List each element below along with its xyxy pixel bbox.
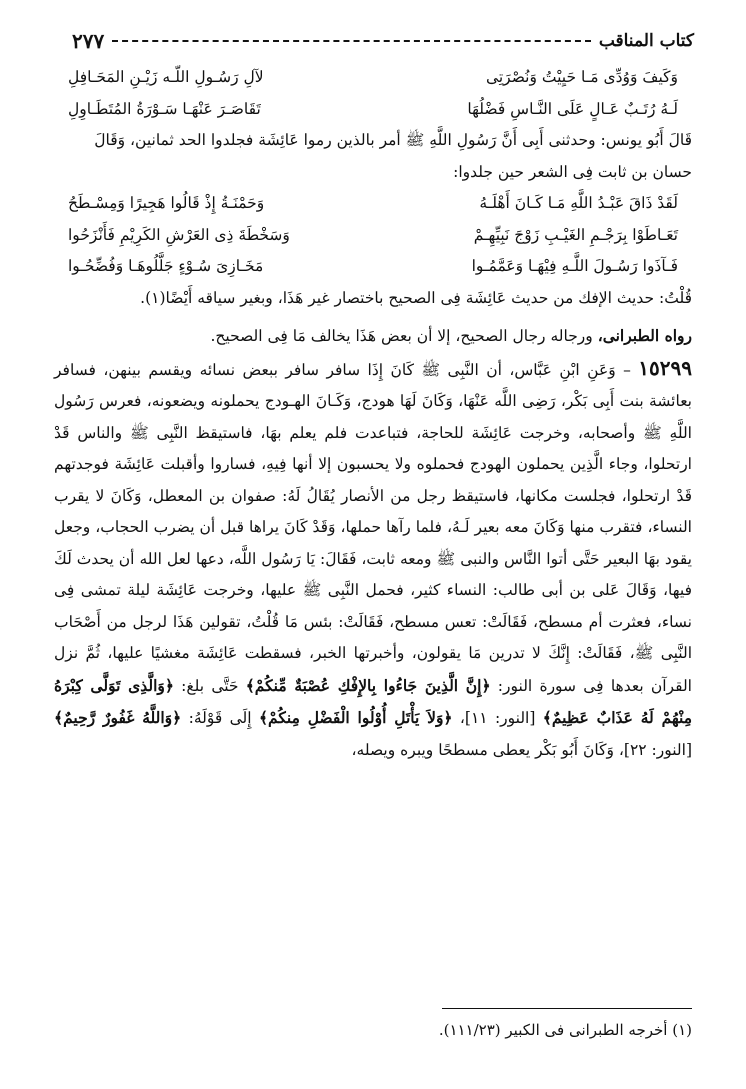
hemistich-first: تَعَـاطَوْا بِرَجْـمِ الغَيْـبِ زَوْجَ نَبِيِّهِـمْ (473, 225, 678, 244)
narrator-paragraph (54, 320, 692, 353)
verse (68, 220, 678, 252)
hemistich-first: وَكَيفَ وَوُدِّى مَـا حَيِيْتُ وَنُصْرَتِى (485, 68, 678, 86)
hemistich-second: وَحَمْنَـةُ إِذْ قَالُوا هَجِيرًا وَمِسْـطَحُ (68, 194, 265, 212)
verse (68, 62, 678, 94)
hemistich-first: لَـهُ رُتَـبٌ عَـالٍ عَلَى النَّـاسِ فَضْلُهَا (467, 99, 678, 118)
hemistich-second: وَسَخْطَةَ ذِى العَرْشِ الكَرِيْمِ فَأَنْزَحُوا (68, 225, 290, 244)
quran-quote: ﴿إِنَّ الَّذِينَ جَاءُوا بِالإِفْكِ عُصْبَةٌ مِّنكُمْ﴾ (245, 675, 491, 695)
hemistich-first: فَـآذَوا رَسُـولَ اللَّـهِ فِيْهَـا وَعَمَّمُـوا (471, 257, 678, 275)
poem-1 (68, 62, 678, 125)
abu-yunus-paragraph: قَالَ أَبُو يونس: وحدثنى أَبِى أَنَّ رَسُولِ اللَّهِ ﷺ أمر بالذين رموا عَائِشَة فجلدوا الحد ثمانين، وَقَالَ حسان بن ثابت فِى الشعر حين جلدوا: (94, 131, 692, 181)
book-title: كتاب المناقب (598, 31, 694, 51)
hadith-number: ١٥٢٩٩ (638, 355, 692, 380)
hadith-paragraph (54, 353, 692, 767)
hadith-text: – وَعَنِ ابْنِ عَبَّاس، أن النَّبِى ﷺ كَانَ إِذَا سافر سافر ببعض نسائه ويقسم بينهن، فسافر بعائشة بنت أَبِى بَكْر، رَضِى اللَّه عَنْهَا، وَكَانَ لَهَا هودج، وَكَـانَ الهـودج يحملونه ويضعونه، فعرس رَسُول اللَّهِ ﷺ وأصحابه، وخرجت عَائِشَة للحاجة، فتباعدت فلم يعلم بهَا، فاستيقظ النَّبِى ﷺ والناس قَدْ ارتحلوا، وجاء الَّذِين يحملون الهودج فحملوه ولا يحسبون إلا أنها فِيهِ، فساروا وأقبلت عَائِشَة فوجدتهم قَدْ ارتحلوا، فجلست مكانها، فاستيقظ رجل من الأنصار يُقَالُ لَهُ: صفوان بن المعطل، وَكَانَ لا يقرب النساء، فتقرب منها وَكَانَ معه بعير لَـهُ، فلما رآها حملها، وَقَدْ كَانَ يراها قبل أن يضرب الحجاب، وجعل يقود بهَا البعير حَتَّى أتوا النَّاس والنبى ﷺ ومعه ثابت، فَقَالَ: يَا رَسُول اللَّه، دعها لعل الله أن يحدث لَكَ فيها، وَقَالَ عَلى بن أبى طالب: النساء كثير، فحمل النَّبِى ﷺ عليها، وخرجت عَائِشَة ليلة تمشى فِى نساء، فعثرت أم مسطح، فَقَالَتْ: تعس مسطح، فَقَالَتْ: بئس مَا قُلْتُ، تقولين هَذَا لرجل من أَصْحَاب النَّبِى ﷺ، فَقَالَتْ: إِنَّكَ لا تدرين مَا يقولون، وأخبرتها الخبر، فسقطت عَائِشَة مغشيًا عليها، ثُمَّ نزل القرآن بعدها فِى سورة النور: (54, 360, 692, 695)
header-rule (112, 40, 591, 42)
quran-quote: ﴿وَلاَ يَأْتَلِ أُوْلُوا الْفَضْلِ مِنكُمْ﴾ (258, 708, 453, 727)
hemistich-second: لآلِ رَسُـولِ اللّـه زَيْـنِ المَحَـافِلِ (68, 68, 264, 86)
narrator-lead: رواه الطبرانى، (597, 326, 692, 345)
narrator-rest: ورجاله رجال الصحيح، إلا أن بعض هَذَا يخالف مَا فِى الصحيح. (210, 327, 598, 345)
page-number: ٢٧٧ (72, 29, 105, 53)
quran-quote: ﴿وَالَّذِى تَوَلَّى كِبْرَهُ مِنْهُمْ لَهُ عَذَابٌ عَظِيمٌ﴾ (54, 675, 693, 727)
footnote: (١) أخرجه الطبرانى فى الكبير (١١١/٢٣). (438, 1021, 692, 1039)
hemistich-second: تَقَاصَـرَ عَنْهَـا سَـوْرَةُ المُتَطَـاوِلِ (68, 99, 261, 118)
footnote-rule (442, 1008, 692, 1009)
hemistich-second: مَخَـازِىَ سُـوْءٍ جَلَّلُوهَـا وَفُضِّحُـوا (68, 257, 264, 275)
page-header (72, 26, 694, 56)
qultu-paragraph: قُلْتُ: حديث الإفك من حديث عَائِشَة فِى الصحيح باختصار غير هَذَا، وبغير سياقه أَيْضًا(١). (140, 288, 692, 307)
poem-2 (68, 188, 678, 283)
verse (68, 94, 678, 126)
hadith-text: [النور: ١١]، (452, 709, 543, 727)
hemistich-first: لَقَدْ ذَاقَ عَبْـدُ اللَّهِ مَـا كَـانَ أَهْلَـهُ (479, 194, 678, 212)
hadith-text: [النور: ٢٢]، وَكَانَ أَبُو بَكْر يعطى مسطحًا ويبره ويصله، (351, 740, 692, 759)
verse (68, 251, 678, 283)
page-body (54, 62, 692, 766)
hadith-text: حَتَّى بلغ: (173, 676, 246, 695)
hadith-text: إِلَى قَوْلَهُ: (181, 709, 259, 727)
verse (68, 188, 678, 220)
quran-quote: ﴿وَاللَّهُ غَفُورٌ رَّحِيمٌ﴾ (54, 708, 182, 727)
